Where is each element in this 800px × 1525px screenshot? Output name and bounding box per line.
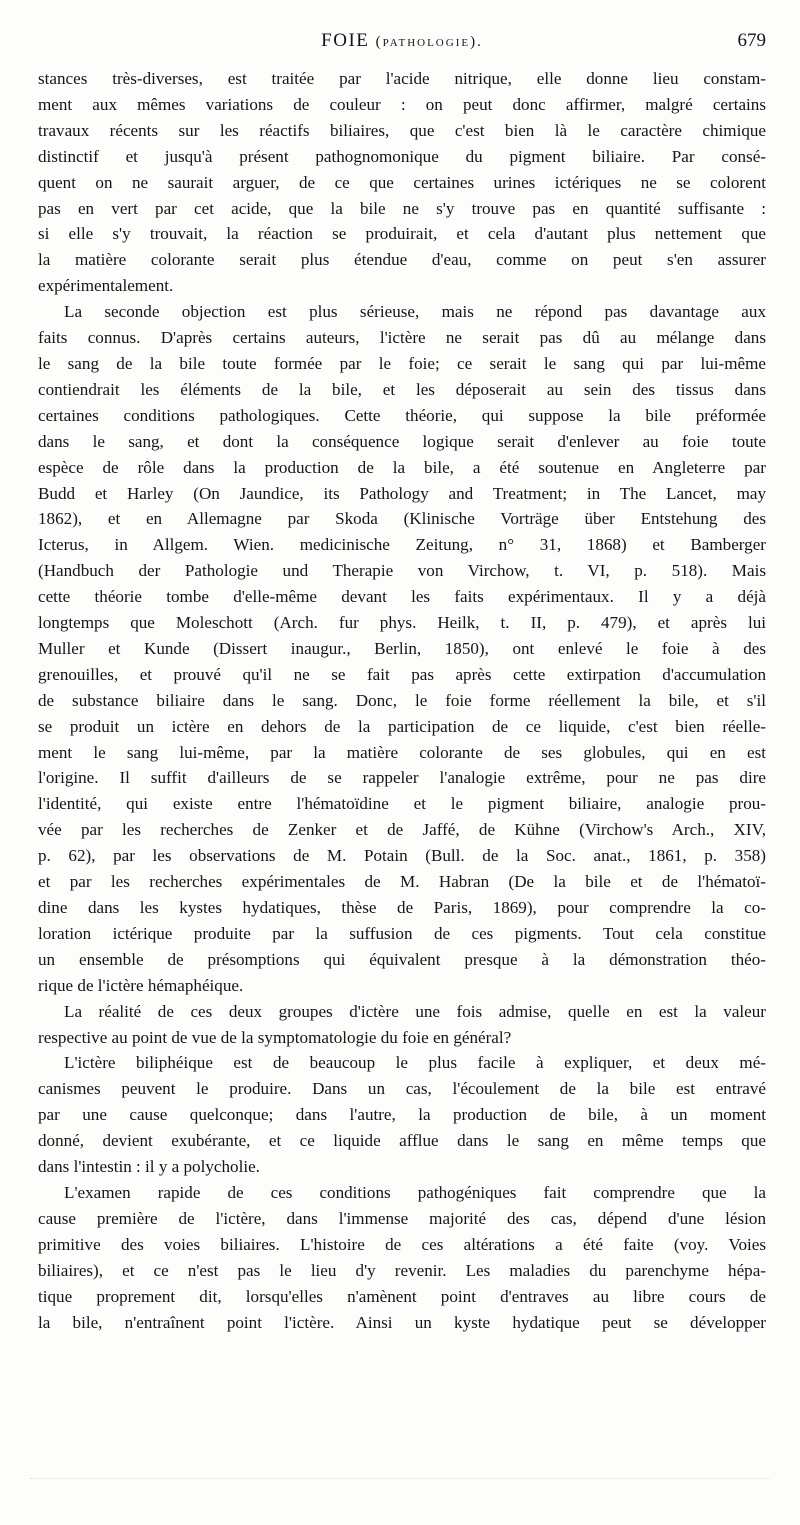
text-line: par une cause quelconque; dans l'autre, la production de bile, à un moment (38, 1105, 766, 1125)
page-header (38, 30, 766, 60)
text-line: L'ictère biliphéique est de beaucoup le plus facile à expliquer, et deux mé- (64, 1053, 766, 1073)
page-number: 679 (737, 30, 766, 51)
text-line: faits connus. D'après certains auteurs, l'ictère ne serait pas dû au mélange dans (38, 328, 766, 348)
text-line: la bile, n'entraînent point l'ictère. Ainsi un kyste hydatique peut se développer (38, 1312, 766, 1332)
text-line: Icterus, in Allgem. Wien. medicinische Zeitung, n° 31, 1868) et Bamberger (38, 535, 766, 555)
text-line: certaines conditions pathologiques. Cette théorie, qui suppose la bile préformée (38, 405, 766, 425)
text-line: la matière colorante serait plus étendue d'eau, comme on peut s'en assurer (38, 250, 766, 270)
text-line: respective au point de vue de la symptomatologie du foie en général? (38, 1027, 512, 1047)
running-title (38, 30, 766, 52)
text-line: L'examen rapide de ces conditions pathogéniques fait comprendre que la (64, 1182, 766, 1202)
text-line: expérimentalement. (38, 276, 174, 296)
text-line: travaux récents sur les réactifs biliaires, que c'est bien là le caractère chimique (38, 120, 766, 140)
text-line: pas en vert par cet acide, que la bile ne s'y trouve pas en quantité suffisante : (38, 198, 766, 218)
text-line: l'origine. Il suffit d'ailleurs de se rappeler l'analogie extrême, pour ne pas dire (38, 768, 766, 788)
text-line: primitive des voies biliaires. L'histoire de ces altérations a été faite (voy. Voies (38, 1234, 766, 1254)
text-line: ment aux mêmes variations de couleur : on peut donc affirmer, malgré certains (38, 94, 766, 114)
text-line: Budd et Harley (On Jaundice, its Pathology and Treatment; in The Lancet, may (38, 483, 766, 503)
text-line: dans le sang, et dont la conséquence logique serait d'enlever au foie toute (38, 431, 766, 451)
text-line: distinctif et jusqu'à présent pathognomonique du pigment biliaire. Par consé- (38, 146, 766, 166)
text-line: rique de l'ictère hémaphéique. (38, 975, 244, 995)
body-text (38, 66, 766, 1335)
text-line: ment le sang lui-même, par la matière colorante de ses globules, qui en est (38, 742, 766, 762)
text-line: tique proprement dit, lorsqu'elles n'amènent point d'entraves au libre cours de (38, 1286, 766, 1306)
text-line: donné, devient exubérante, et ce liquide afflue dans le sang en même temps que (38, 1131, 766, 1151)
text-line: (Handbuch der Pathologie und Therapie von Virchow, t. VI, p. 518). Mais (38, 561, 766, 581)
running-title-sub: (pathologie). (375, 34, 483, 50)
text-line: stances très-diverses, est traitée par l'acide nitrique, elle donne lieu constam- (38, 69, 766, 88)
text-line: contiendrait les éléments de la bile, et les déposerait au sein des tissus dans (38, 379, 766, 399)
text-line: biliaires), et ce n'est pas le lieu d'y revenir. Les maladies du parenchyme hépa- (38, 1260, 766, 1280)
text-line: La réalité de ces deux groupes d'ictère une fois admise, quelle en est la valeur (64, 1001, 766, 1021)
text-line: cause première de l'ictère, dans l'immense majorité des cas, dépend d'une lésion (38, 1208, 766, 1228)
text-line: le sang de la bile toute formée par le foie; ce serait le sang qui par lui-même (38, 353, 766, 373)
text-line: La seconde objection est plus sérieuse, mais ne répond pas davantage aux (64, 302, 766, 322)
text-line: canismes peuvent le produire. Dans un cas, l'écoulement de la bile est entravé (38, 1079, 766, 1099)
text-line: quent on ne saurait arguer, de ce que certaines urines ictériques ne se colorent (38, 172, 766, 192)
running-title-main: FOIE (321, 30, 370, 51)
text-line: de substance biliaire dans le sang. Donc, le foie forme réellement la bile, et s'il (38, 690, 766, 710)
text-line: l'identité, qui existe entre l'hématoïdine et le pigment biliaire, analogie prou- (38, 794, 766, 814)
text-line: si elle s'y trouvait, la réaction se produirait, et cela d'autant plus nettement que (38, 224, 766, 244)
text-line: loration ictérique produite par la suffusion de ces pigments. Tout cela constitue (38, 923, 766, 943)
text-line: cette théorie tombe d'elle-même devant les faits expérimentaux. Il y a déjà (38, 587, 766, 607)
text-line: 1862), et en Allemagne par Skoda (Klinische Vorträge über Entstehung des (38, 509, 766, 529)
text-line: vée par les recherches de Zenker et de Jaffé, de Kühne (Virchow's Arch., XIV, (38, 820, 766, 840)
text-line: se produit un ictère en dehors de la participation de ce liquide, c'est bien réelle- (38, 716, 766, 736)
text-line: grenouilles, et prouvé qu'il ne se fait pas après cette extirpation d'accumulation (38, 664, 766, 684)
text-line: dans l'intestin : il y a polycholie. (38, 1157, 260, 1177)
text-line: Muller et Kunde (Dissert inaugur., Berlin, 1850), ont enlevé le foie à des (38, 638, 766, 658)
text-line: un ensemble de présomptions qui équivalent presque à la démonstration théo- (38, 949, 766, 969)
text-line: et par les recherches expérimentales de M. Habran (De la bile et de l'hématoï- (38, 872, 766, 892)
text-line: espèce de rôle dans la production de la bile, a été soutenue en Angleterre par (38, 457, 766, 477)
text-line: longtemps que Moleschott (Arch. fur phys. Heilk, t. II, p. 479), et après lui (38, 613, 766, 633)
page-bottom-specks (30, 1478, 770, 1489)
text-line: p. 62), par les observations de M. Potain (Bull. de la Soc. anat., 1861, p. 358) (38, 846, 766, 866)
text-line: dine dans les kystes hydatiques, thèse de Paris, 1869), pour comprendre la co- (38, 898, 766, 917)
